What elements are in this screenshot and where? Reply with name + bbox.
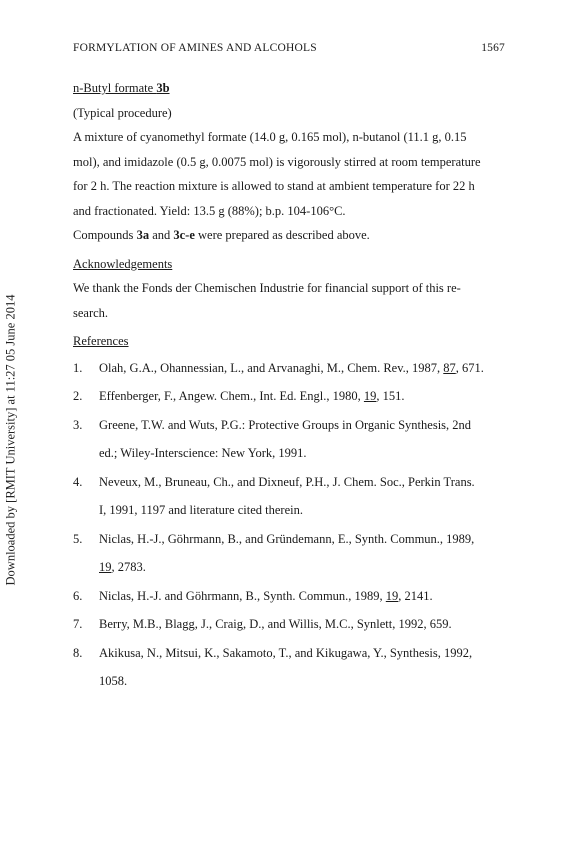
reference-segment: , 2783. <box>111 560 146 574</box>
reference-segment: Berry, M.B., Blagg, J., Craig, D., and Willis, M.C., Synlett, 1992, 659. <box>99 617 452 631</box>
reference-item <box>73 382 505 411</box>
reference-text <box>99 525 505 582</box>
ack-line: search. <box>73 305 109 320</box>
reference-number: 3. <box>73 417 83 432</box>
reference-segment: , 2141. <box>398 588 433 603</box>
reference-number: 2. <box>73 389 83 403</box>
reference-number: 6. <box>73 588 83 603</box>
reference-item <box>73 582 505 611</box>
page-number: 1567 <box>481 42 505 54</box>
reference-text <box>99 411 505 468</box>
header-title: FORMYLATION OF AMINES AND ALCOHOLS <box>73 42 317 54</box>
reference-line <box>99 553 505 582</box>
reference-line <box>99 610 505 639</box>
reference-line <box>99 496 505 525</box>
reference-line <box>99 411 505 440</box>
volume-number: 19 <box>99 560 112 574</box>
reference-text <box>99 382 505 411</box>
reference-number: 4. <box>73 474 83 489</box>
reference-segment: , 151. <box>376 389 405 403</box>
reference-segment: , 671. <box>455 360 484 375</box>
reference-item <box>73 468 505 525</box>
page-body <box>73 42 505 696</box>
reference-line <box>99 582 505 611</box>
reference-segment: Niclas, H.-J. and Göhrmann, B., Synth. Commun., 1989, <box>99 588 386 603</box>
reference-segment: ed.; Wiley-Interscience: New York, 1991. <box>99 446 307 460</box>
reference-line <box>99 667 505 696</box>
procedure-line: mol), and imidazole (0.5 g, 0.0075 mol) is vigorously stirred at room temperature <box>73 154 481 169</box>
reference-line <box>99 439 505 468</box>
reference-item <box>73 610 505 639</box>
reference-segment: Olah, G.A., Ohannessian, L., and Arvanaghi, M., Chem. Rev., 1987, <box>99 360 444 375</box>
volume-number: 87 <box>443 360 456 375</box>
reference-line <box>99 382 505 411</box>
download-watermark <box>2 275 20 605</box>
procedure-line: for 2 h. The reaction mixture is allowed to stand at ambient temperature for 22 h <box>73 179 475 193</box>
procedure-line: A mixture of cyanomethyl formate (14.0 g, 0.165 mol), n-butanol (11.1 g, 0.15 <box>73 130 467 144</box>
reference-text <box>99 639 505 696</box>
compounds-note: Compounds 3a and 3c-e were prepared as described above. <box>73 228 370 242</box>
procedure-line: and fractionated. Yield: 13.5 g (88%); b.p. 104-106°C. <box>73 203 346 218</box>
reference-list <box>73 354 505 696</box>
reference-line <box>99 354 505 383</box>
reference-item <box>73 354 505 383</box>
acknowledgements-heading: Acknowledgements <box>73 256 173 271</box>
reference-item <box>73 411 505 468</box>
reference-line <box>99 639 505 668</box>
watermark-text: Downloaded by [RMIT University] at 11:27 05 June 2014 <box>3 294 18 586</box>
volume-number: 19 <box>385 588 399 603</box>
acknowledgements-text <box>73 276 505 325</box>
running-header <box>73 42 505 76</box>
reference-segment: Neveux, M., Bruneau, Ch., and Dixneuf, P.H., J. Chem. Soc., Perkin Trans. <box>99 474 475 489</box>
reference-segment: I, 1991, 1197 and literature cited therein. <box>99 503 303 517</box>
reference-text <box>99 610 505 639</box>
reference-segment: 1058. <box>99 674 128 688</box>
reference-number: 7. <box>73 617 83 631</box>
reference-item <box>73 639 505 696</box>
reference-number: 8. <box>73 645 83 660</box>
reference-number: 1. <box>73 360 83 375</box>
section-title-text: n-Butyl formate <box>73 81 157 95</box>
reference-text <box>99 468 505 525</box>
reference-segment: Akikusa, N., Mitsui, K., Sakamoto, T., and Kikugawa, Y., Synthesis, 1992, <box>99 645 473 660</box>
reference-text <box>99 354 505 383</box>
reference-line <box>99 525 505 554</box>
ack-line: We thank the Fonds der Chemischen Industrie for financial support of this re- <box>73 281 461 295</box>
reference-line <box>99 468 505 497</box>
reference-text <box>99 582 505 611</box>
reference-item <box>73 525 505 582</box>
reference-segment: Greene, T.W. and Wuts, P.G.: Protective Groups in Organic Synthesis, 2nd <box>99 417 472 432</box>
reference-segment: Niclas, H.-J., Göhrmann, B., and Gründemann, E., Synth. Commun., 1989, <box>99 531 475 546</box>
procedure-paragraph <box>73 125 505 223</box>
references-heading: References <box>73 334 129 348</box>
volume-number: 19 <box>363 389 377 403</box>
compound-label: 3b <box>156 81 170 95</box>
subtitle: (Typical procedure) <box>73 105 172 120</box>
section-title <box>73 76 505 101</box>
reference-segment: Effenberger, F., Angew. Chem., Int. Ed. Engl., 1980, <box>99 389 364 403</box>
reference-number: 5. <box>73 531 83 546</box>
